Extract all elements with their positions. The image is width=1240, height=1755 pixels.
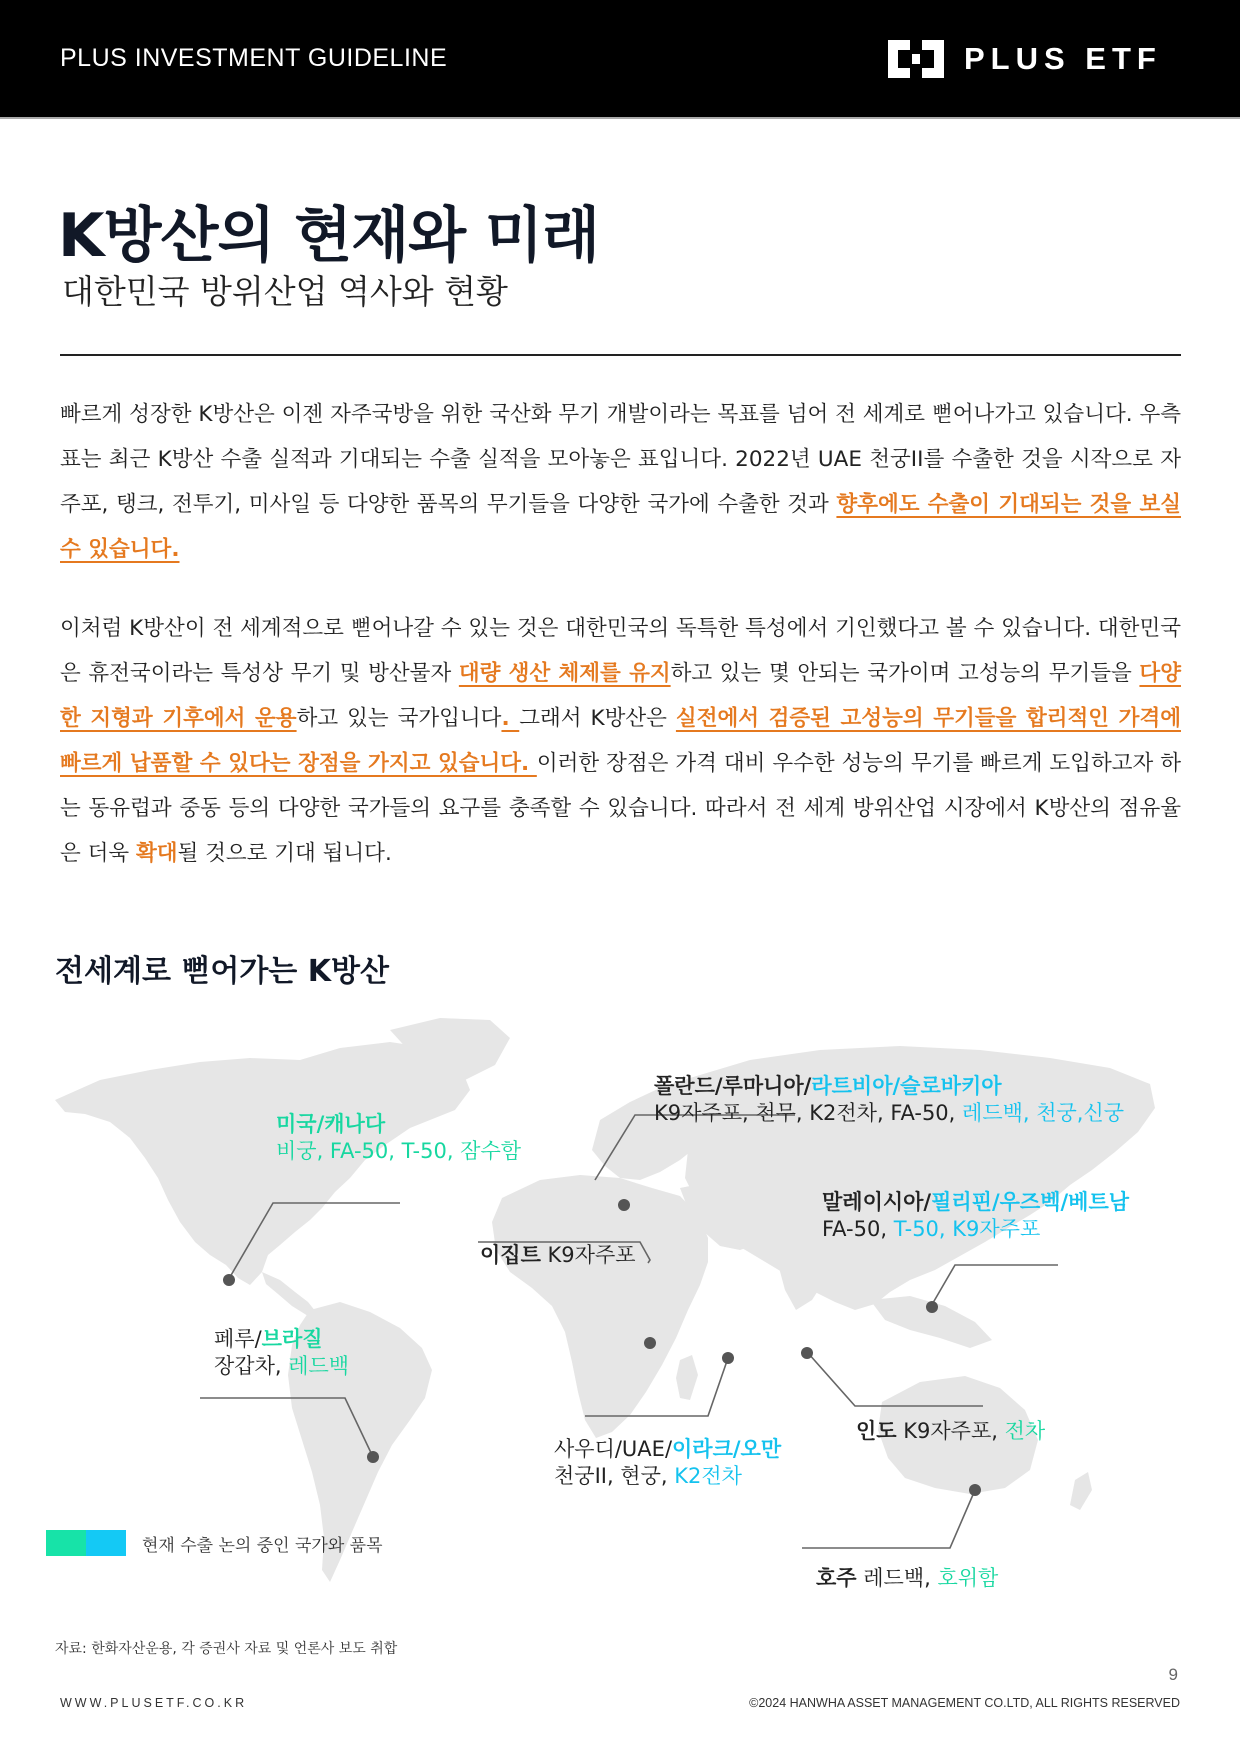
para2-highlight-4: 실전에서 검증된 고성능의 무기들을 합리적인 가격에 빠르게 납품할 수 있다는 장점을 가지고 있습니다. bbox=[60, 706, 1181, 776]
label-australia bbox=[816, 1565, 998, 1592]
label-usa-canada bbox=[276, 1111, 521, 1165]
australia-country: 호주 bbox=[816, 1566, 857, 1590]
usa-items: 비궁, FA-50, T-50, 잠수함 bbox=[276, 1139, 522, 1163]
intro-paragraph bbox=[60, 392, 1181, 572]
india-items: K9자주포, bbox=[896, 1419, 1005, 1443]
malaysia-dot bbox=[926, 1301, 938, 1313]
central-america-shape bbox=[262, 1272, 316, 1316]
africa-shape bbox=[492, 1175, 708, 1438]
australia-items-discussion: 호위함 bbox=[937, 1566, 999, 1590]
india-dot bbox=[801, 1347, 813, 1359]
label-saudi-uae bbox=[554, 1436, 781, 1490]
poland-items: K9자주포, 천무, K2전차, FA-50, bbox=[654, 1101, 963, 1125]
para1-highlight: 향후에도 수출이 기대되는 것을 보실 수 있습니다. bbox=[60, 492, 1181, 562]
saudi-items: 천궁II, 현궁, bbox=[554, 1464, 675, 1488]
page-subtitle: 대한민국 방위산업 역사와 현황 bbox=[62, 272, 508, 311]
poland-dot bbox=[618, 1199, 630, 1211]
para2-highlight-2: 다양한 지형과 기후에서 운용 bbox=[60, 661, 1181, 731]
para2-text-5: 이러한 장점은 가격 대비 우수한 성능의 무기를 빠르게 도입하고자 하는 동유럽과 중동 등의 다양한 국가들의 요구를 충족할 수 있습니다. 따라서 전 세계 방위산업 시장에서 K방산의 점유율은 더욱 bbox=[60, 751, 1181, 866]
legend-text: 현재 수출 논의 중인 국가와 품목 bbox=[142, 1535, 383, 1556]
label-poland-romania bbox=[654, 1073, 1124, 1127]
india-country: 인도 bbox=[856, 1419, 897, 1443]
brazil-items: 레드백 bbox=[288, 1354, 350, 1378]
peru-items: 장갑차, bbox=[214, 1354, 289, 1378]
poland-countries-discussion: 라트비아/슬로바키아 bbox=[811, 1074, 1002, 1098]
label-peru-brazil bbox=[214, 1326, 349, 1380]
label-malaysia bbox=[822, 1189, 1129, 1243]
para2-text-2: 하고 있는 몇 안되는 국가이며 고성능의 무기들을 bbox=[670, 661, 1140, 686]
header-bar bbox=[0, 0, 1240, 117]
malaysia-items-discussion: T-50, K9자주포 bbox=[893, 1217, 1041, 1241]
label-india bbox=[856, 1418, 1045, 1445]
saudi-items-discussion: K2전차 bbox=[674, 1464, 742, 1488]
australia-items: 레드백, bbox=[856, 1566, 938, 1590]
para2-text-1: 이처럼 K방산이 전 세계적으로 뻗어나갈 수 있는 것은 대한민국의 독특한 특성에서 기인했다고 볼 수 있습니다. 대한민국은 휴전국이라는 특성상 무기 및 방산물자 bbox=[60, 616, 1181, 686]
peru-country: 페루/ bbox=[214, 1327, 262, 1351]
plus-etf-logo bbox=[888, 40, 1162, 78]
legend-swatch-green bbox=[46, 1530, 86, 1556]
para2-text-4: 그래서 K방산은 bbox=[519, 706, 676, 731]
map-legend bbox=[46, 1530, 383, 1556]
poland-items-discussion: 레드백, 천궁,신궁 bbox=[962, 1101, 1125, 1125]
usa-dot bbox=[223, 1274, 235, 1286]
header-divider bbox=[0, 117, 1240, 119]
guideline-label: PLUS INVESTMENT GUIDELINE bbox=[60, 44, 448, 72]
egypt-items: K9자주포 bbox=[540, 1243, 636, 1267]
title-divider bbox=[60, 354, 1181, 356]
section-title: 전세계로 뻗어가는 K방산 bbox=[55, 954, 389, 989]
saudi-countries: 사우디/UAE/ bbox=[554, 1437, 673, 1461]
saudi-dot bbox=[722, 1352, 734, 1364]
plus-logo-icon bbox=[888, 40, 944, 78]
logo-text: PLUS ETF bbox=[964, 41, 1162, 76]
para2-highlight-5: 확대 bbox=[135, 841, 178, 866]
malaysia-leader bbox=[930, 1265, 1058, 1308]
usa-countries: 미국/캐나다 bbox=[276, 1112, 386, 1136]
para2-text-6: 될 것으로 기대 됩니다. bbox=[177, 841, 392, 866]
page-number: 9 bbox=[1168, 1665, 1178, 1684]
madagascar-shape bbox=[676, 1355, 698, 1400]
peru-dot bbox=[367, 1451, 379, 1463]
new-zealand-shape bbox=[1070, 1472, 1092, 1510]
malaysia-items: FA-50, bbox=[822, 1217, 894, 1241]
label-egypt bbox=[480, 1242, 636, 1269]
para2-highlight-3: . bbox=[501, 706, 520, 731]
page-title: K방산의 현재와 미래 bbox=[58, 201, 599, 271]
source-note: 자료: 한화자산운용, 각 증권사 자료 및 언론사 보도 취합 bbox=[55, 1641, 398, 1657]
india-items-discussion: 전차 bbox=[1004, 1419, 1046, 1443]
egypt-dot bbox=[644, 1337, 656, 1349]
footer-website: WWW.PLUSETF.CO.KR bbox=[60, 1696, 248, 1710]
para2-highlight-1: 대량 생산 체제를 유지 bbox=[458, 661, 671, 686]
australia-leader bbox=[802, 1490, 975, 1548]
poland-countries: 폴란드/루마니아/ bbox=[654, 1074, 812, 1098]
para1-text: 빠르게 성장한 K방산은 이젠 자주국방을 위한 국산화 무기 개발이라는 목표를 넘어 전 세계로 뻗어나가고 있습니다. 우측 표는 최근 K방산 수출 실적과 기대되는 수출 실적을 모아놓은 표입니다. 2022년 UAE 천궁II를 수출한 것을 시작으로 자주포, 탱크, 전투기, 미사일 등 다양한 품목의 무기들을 다양한 국가에 수출한 것과 bbox=[60, 402, 1181, 517]
saudi-countries-discussion: 이라크/오만 bbox=[672, 1437, 782, 1461]
para2-text-3: 하고 있는 국가입니다 bbox=[296, 706, 502, 731]
footer-copyright: ©2024 HANWHA ASSET MANAGEMENT CO.LTD, ALL RIGHTS RESERVED bbox=[749, 1696, 1180, 1710]
reason-paragraph bbox=[60, 606, 1181, 876]
legend-swatch-cyan bbox=[86, 1530, 126, 1556]
australia-dot bbox=[969, 1484, 981, 1496]
malaysia-countries-discussion: 필리핀/우즈벡/베트남 bbox=[931, 1190, 1130, 1214]
brazil-country: 브라질 bbox=[261, 1327, 323, 1351]
malaysia-countries: 말레이시아/ bbox=[822, 1190, 932, 1214]
egypt-country: 이집트 bbox=[480, 1243, 541, 1267]
